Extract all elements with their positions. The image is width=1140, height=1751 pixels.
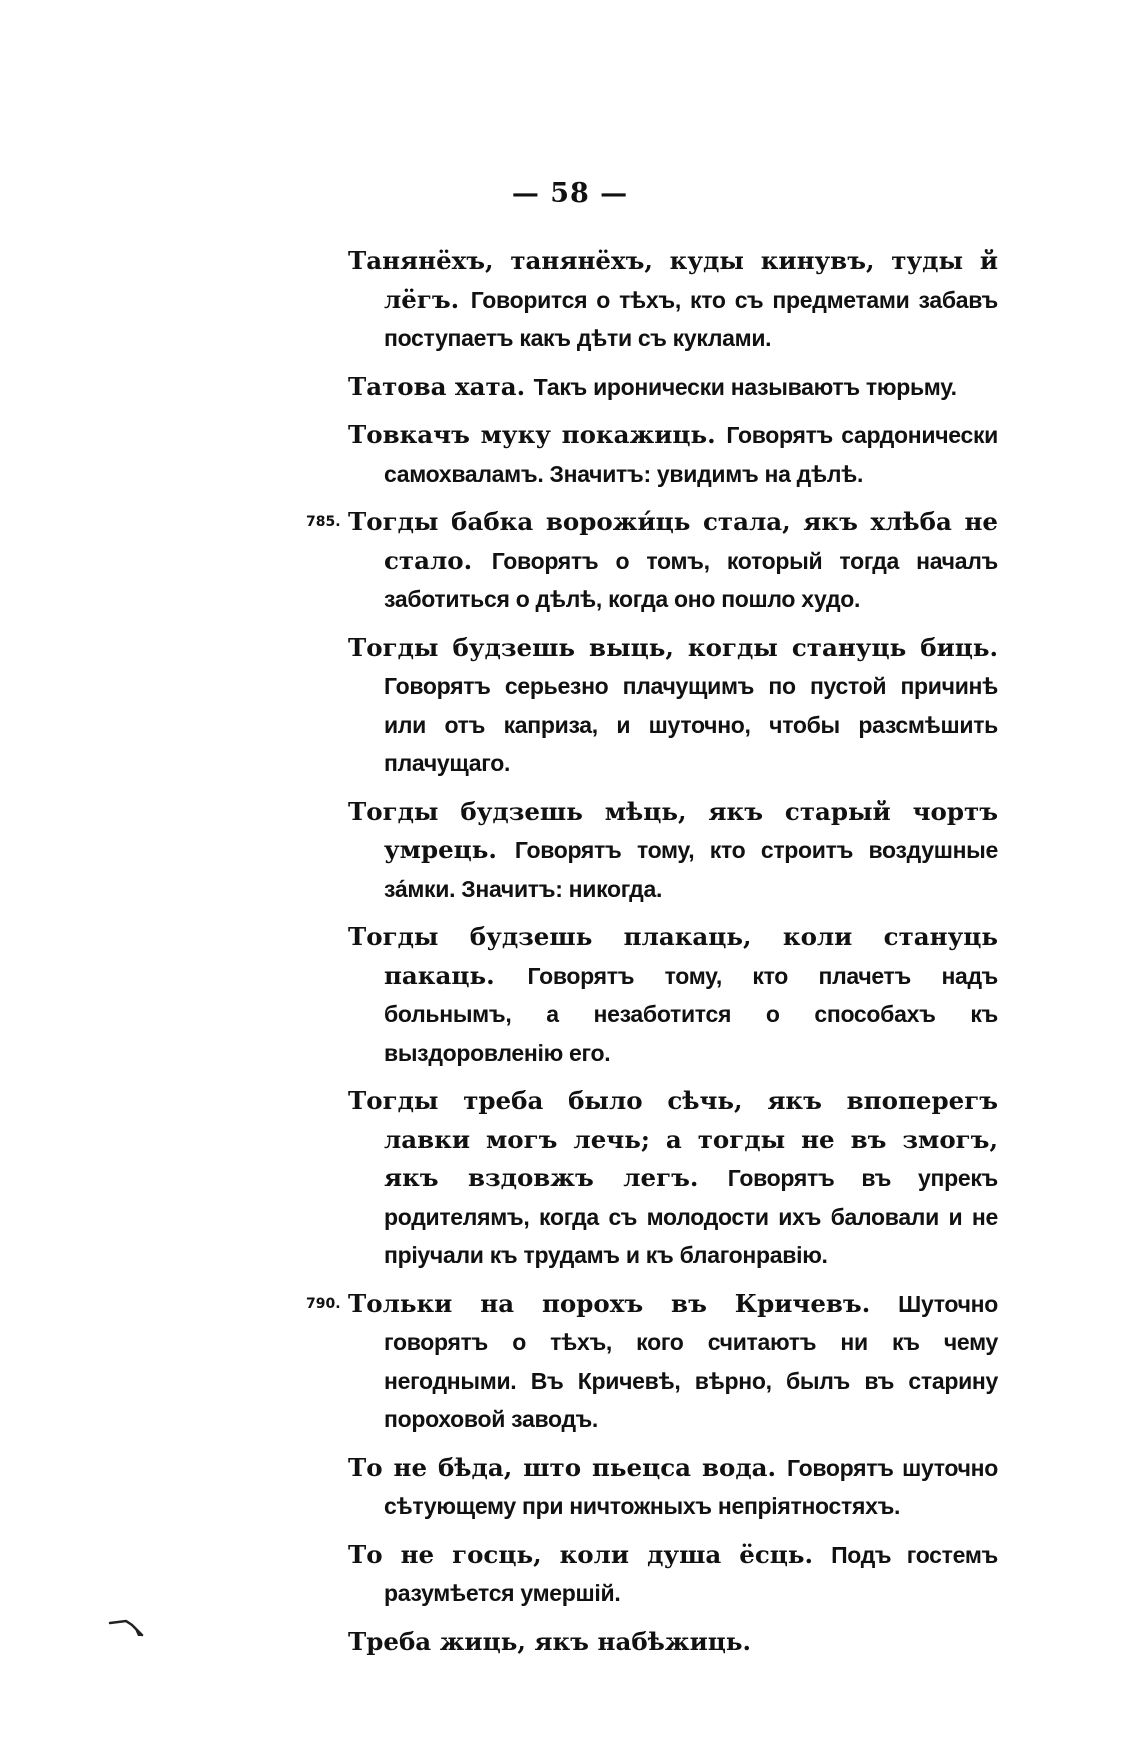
proverb-gloss: Шуточно говорятъ о тѣхъ, кого считаютъ ни къ чему негодными. Въ Кричевѣ, вѣрно, былъ въ старину пороховой заводъ. <box>384 1290 998 1432</box>
page-number: — 58 — <box>511 178 629 209</box>
proverb-text: Тольки на порохъ въ Кричевъ. <box>348 1288 871 1318</box>
proverb-entry <box>348 1082 998 1275</box>
proverb-gloss: Говорится о тѣхъ, кто съ предметами забавъ поступаетъ какъ дѣти съ куклами. <box>384 286 998 351</box>
proverb-text: Товкачъ муку покажиць. <box>348 420 716 449</box>
proverb-gloss: Говорятъ шуточно сѣтующему при ничтожныхъ непріятностяхъ. <box>384 1454 998 1519</box>
proverb-text: Татова хата. <box>348 371 526 401</box>
proverb-entry <box>306 1285 998 1439</box>
proverb-gloss: Говорятъ тому, кто плачетъ надъ больнымъ, а незаботится о способахъ къ выздоровленію его. <box>384 962 998 1066</box>
proverb-text: Тогды треба было сѣчь, якъ впоперегъ лавки могъ лечь; а тогды не въ змогъ, якъ вздовжъ легъ. <box>348 1086 998 1192</box>
proverb-entry <box>348 918 998 1072</box>
proverb-entry <box>348 1536 998 1613</box>
proverb-text: Тогды будзешь плакаць, коли стануць пакаць. <box>348 922 998 990</box>
proverb-list <box>306 242 999 1671</box>
line-number: 785. <box>306 514 341 530</box>
proverb-text: То не бѣда, што пьецса вода. <box>348 1452 777 1482</box>
proverb-gloss: Говорятъ о томъ, который тогда началъ заботиться о дѣлѣ, когда оно пошло худо. <box>384 547 998 612</box>
proverb-text: Треба жиць, якъ набѣжиць. <box>348 1626 752 1656</box>
proverb-text: Тогды будзешь мѣць, якъ старый чортъ умрець. <box>348 796 998 864</box>
proverb-gloss: Говорятъ тому, кто строитъ воздушные за́мки. Значитъ: никогда. <box>384 837 999 902</box>
proverb-gloss: Говорятъ въ упрекъ родителямъ, когда съ молодости ихъ баловали и не пріучали къ трудамъ и къ благонравію. <box>384 1165 998 1268</box>
proverb-text: Тогды будзешь выць, когды стануць биць. <box>348 632 998 662</box>
proverb-gloss: Говорятъ сардонически самохваламъ. Значитъ: увидимъ на дѣлѣ. <box>384 422 998 487</box>
proverb-entry <box>348 368 998 407</box>
proverb-gloss: Говорятъ серьезно плачущимъ по пустой причинѣ или отъ каприза, и шуточно, чтобы разсмѣшить плачущаго. <box>384 673 998 776</box>
line-number: 790. <box>306 1295 341 1312</box>
proverb-text: То не госць, коли душа ёсць. <box>348 1539 814 1569</box>
proverb-entry <box>348 629 998 783</box>
proverb-entry <box>348 416 998 493</box>
proverb-entry <box>348 793 998 909</box>
proverb-gloss: Такъ иронически называютъ тюрьму. <box>533 373 957 400</box>
proverb-entry <box>306 503 998 619</box>
proverb-text: Танянёхъ, танянёхъ, куды кинувъ, туды й лёгъ. <box>348 246 998 314</box>
proverb-entry <box>348 242 998 358</box>
proverb-entry <box>348 1623 998 1662</box>
proverb-entry <box>348 1449 998 1526</box>
proverb-text: Тогды бабка ворожи́ць стала, якъ хлѣба не стало. <box>348 507 998 575</box>
scan-smudge-icon <box>108 1617 148 1639</box>
proverb-gloss: Подъ гостемъ разумѣется умершій. <box>384 1541 999 1606</box>
